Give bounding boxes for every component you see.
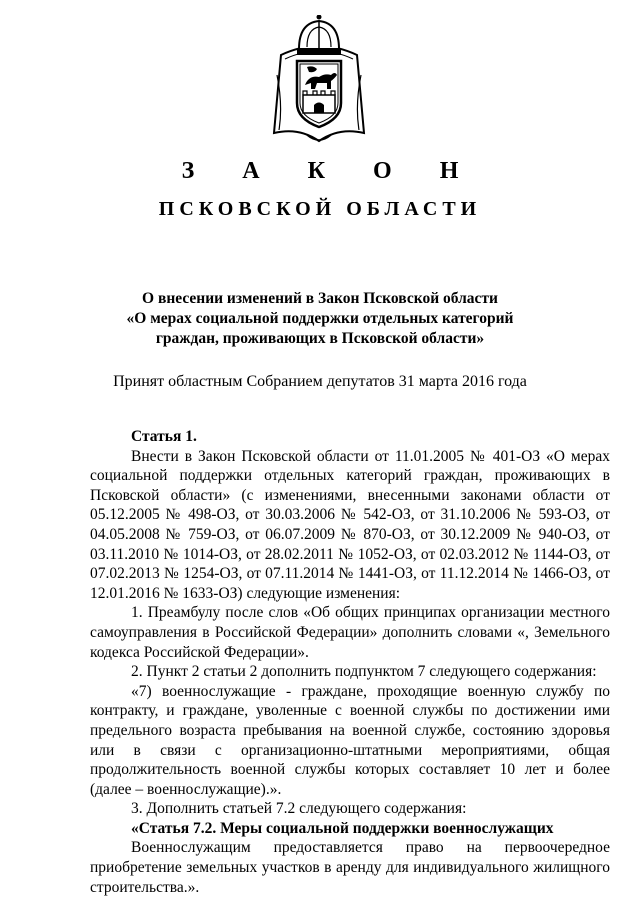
- article-paragraph: Военнослужащим предоставляется право на первоочередное приобретение земельных участков в аренду для индивидуального жилищного строительства.».: [90, 839, 610, 896]
- article-1: [90, 427, 610, 897]
- article-paragraph: «7) военнослужащие - граждане, проходящие военную службу по контракту, и граждане, уволенные с военной службы по достижении ими предельного возраста пребывания на военной службе, состоянию здоровья или в связи с организационно-штатными мероприятиями, общая продолжительность военной службы которых составляет 10 лет и более (далее – военнослужащие).».: [90, 682, 610, 798]
- article-paragraph: Внести в Закон Псковской области от 11.01.2005 № 401-ОЗ «О мерах социальной поддержки отдельных категорий граждан, проживающих в Псковской области» (с изменениями, внесенными законами области от 05.12.2005 № 498-ОЗ, от 30.03.2006 № 542-ОЗ, от 31.10.2006 № 593-ОЗ, от 04.05.2008 № 759-ОЗ, от 06.07.2009 № 870-ОЗ, от 30.12.2009 № 940-ОЗ, от 03.11.2010 № 1014-ОЗ, от 28.02.2011 № 1052-ОЗ, от 02.03.2012 № 1144-ОЗ, от 07.02.2013 № 1254-ОЗ, от 07.11.2014 № 1441-ОЗ, от 11.12.2014 № 1466-ОЗ, от 12.01.2016 № 1633-ОЗ) следующие изменения:: [90, 447, 610, 602]
- document-title-line: граждан, проживающих в Псковской области»: [155, 330, 485, 347]
- law-subtitle: ПСКОВСКОЙ ОБЛАСТИ: [158, 198, 482, 220]
- document-title-line: «О мерах социальной поддержки отдельных категорий: [126, 310, 514, 327]
- document-title: [90, 289, 550, 349]
- article-heading: Статья 1.: [131, 428, 197, 445]
- article-paragraph: 2. Пункт 2 статьи 2 дополнить подпунктом 7 следующего содержания:: [131, 663, 597, 681]
- adoption-statement: Принят областным Собранием депутатов 31 марта 2016 года: [113, 373, 527, 390]
- pskov-coat-of-arms-icon: [269, 15, 369, 150]
- article-paragraph: 1. Преамбулу после слов «Об общих принципах организации местного самоуправления в Российской Федерации» дополнить словами «, Земельного кодекса Российской Федерации».: [90, 604, 610, 661]
- law-title: З А К О Н: [181, 158, 480, 184]
- document-title-line: О внесении изменений в Закон Псковской области: [142, 290, 498, 307]
- article-paragraph: 3. Дополнить статьей 7.2 следующего содержания:: [131, 800, 467, 818]
- article-7-2-heading: «Статья 7.2. Меры социальной поддержки военнослужащих: [131, 819, 554, 837]
